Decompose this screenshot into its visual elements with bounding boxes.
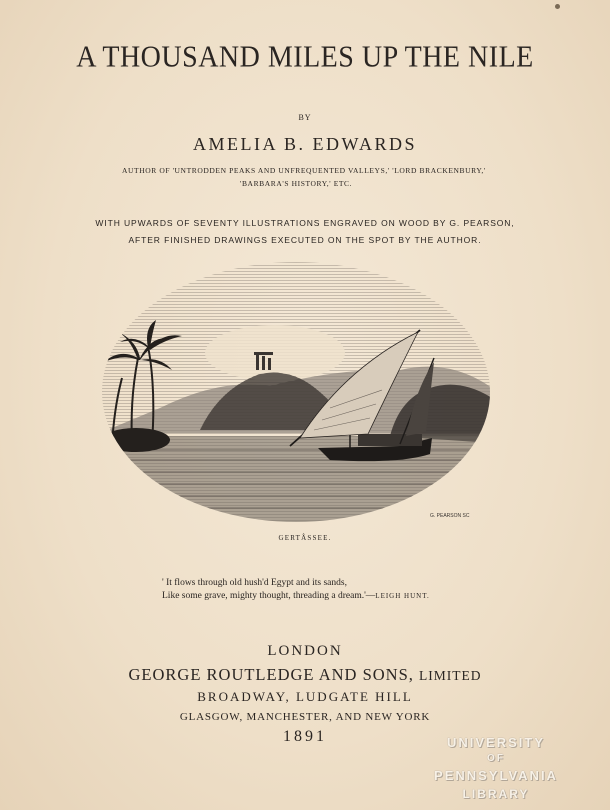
publisher-suffix: LIMITED — [419, 668, 482, 683]
imprint-year: 1891 — [283, 728, 327, 745]
library-stamp — [426, 735, 566, 807]
illustration-caption: GERTÂSSEE. — [278, 534, 332, 542]
epigraph-line-2 — [162, 590, 430, 603]
epigraph-line-1: ' It flows through old hush'd Egypt and its sands, — [162, 578, 347, 588]
author-credits — [122, 164, 486, 190]
author-credits-line-1: AUTHOR OF 'UNTRODDEN PEAKS AND UNFREQUENTED VALLEYS,' 'LORD BRACKENBURY,' — [122, 166, 486, 175]
stamp-line-4: LIBRARY — [462, 787, 530, 801]
imprint-city: LONDON — [267, 643, 343, 659]
engraver-signature: G. PEARSON SC — [430, 513, 470, 519]
imprint-publisher — [0, 665, 610, 685]
by-line: BY — [298, 113, 312, 122]
stamp-line-3: PENNSYLVANIA — [434, 768, 558, 783]
publisher-name: GEORGE ROUTLEDGE AND SONS, — [128, 665, 414, 684]
illustrations-note-line-1: WITH UPWARDS OF SEVENTY ILLUSTRATIONS ENGRAVED ON WOOD BY G. PEARSON, — [95, 218, 515, 228]
book-title: A THOUSAND MILES UP THE NILE — [76, 40, 534, 75]
author-credits-line-2: 'BARBARA'S HISTORY,' ETC. — [240, 179, 353, 188]
epigraph-attribution: LEIGH HUNT. — [375, 592, 430, 600]
author-name: AMELIA B. EDWARDS — [192, 134, 417, 154]
epigraph-line-2-text: Like some grave, mighty thought, threading a dream.'— — [162, 591, 376, 601]
illustrations-note-line-2: AFTER FINISHED DRAWINGS EXECUTED ON THE SPOT BY THE AUTHOR. — [128, 235, 482, 245]
illustrations-note — [0, 215, 610, 249]
stamp-line-2: OF — [487, 753, 505, 764]
epigraph — [162, 577, 430, 603]
stamp-line-1: UNIVERSITY — [446, 735, 545, 750]
imprint-address: BROADWAY, LUDGATE HILL — [197, 689, 413, 704]
frontispiece-engraving — [100, 258, 492, 530]
ink-speck — [555, 4, 560, 9]
imprint-cities: GLASGOW, MANCHESTER, AND NEW YORK — [179, 711, 431, 723]
